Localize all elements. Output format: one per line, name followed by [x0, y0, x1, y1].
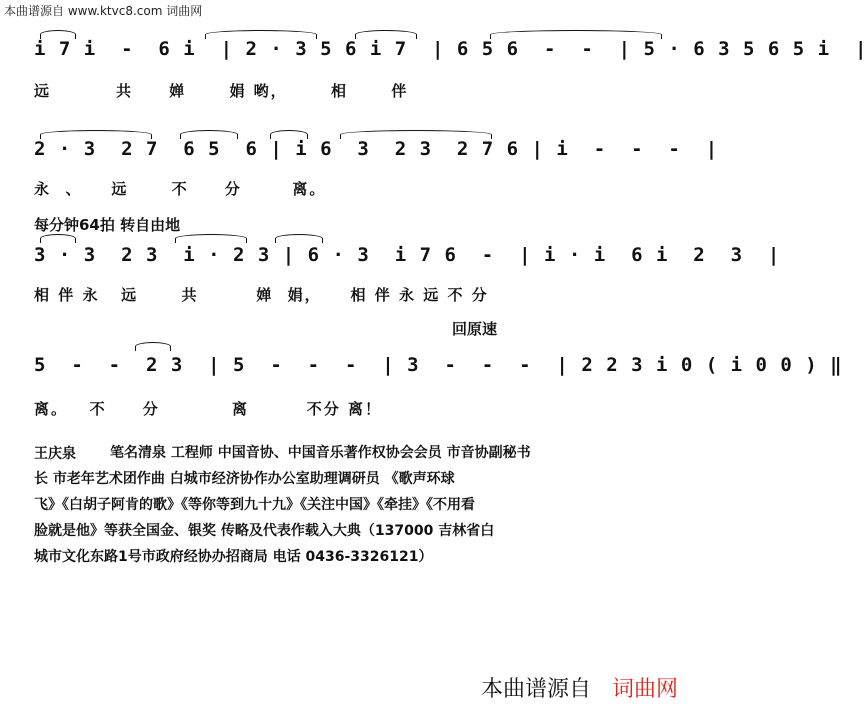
watermark-left: 本曲谱源自 [480, 677, 591, 702]
lyrics-line: 相 伴 永 远 共 婵 娟， 相 伴 永 远 不 分 [34, 286, 489, 304]
bottom-watermark [467, 672, 678, 703]
composer-name: 王庆泉 [34, 446, 76, 462]
slur [40, 234, 76, 243]
bio-line: 脸就是他》等获全国金、银奖 传略及代表作载入大典（137000 吉林省白 [34, 523, 495, 539]
tempo-marking: 回原速 [452, 320, 498, 338]
notation-line: 3 · 3 2 3 i · 2 3 | 6 · 3 i 7 6 - | i · i 6 i 2 3 | [34, 244, 781, 266]
top-watermark: 本曲谱源自 www.ktvc8.com 词曲网 [4, 4, 203, 18]
lyrics-line: 远 共 婵 娟 哟， 相 伴 [34, 82, 409, 100]
bio-line: 飞》《白胡子阿肯的歌》《等你等到九十九》《关注中国》《牵挂》《不用看 [34, 497, 475, 513]
notation-line: 5 - - 2 3 | 5 - - - | 3 - - - | 2 2 3 i 0 ( i 0 0 ) ‖ [34, 354, 843, 376]
tempo-marking: 每分钟64拍 转自由地 [34, 216, 181, 234]
bio-line: 笔名清泉 工程师 中国音协、中国音乐著作权协会会员 市音协副秘书 [110, 445, 531, 461]
notation-line: i 7 i - 6 i | 2 · 3 5 6 i 7 | 6 5 6 - - | 5 · 6 3 5 6 5 i | [34, 38, 867, 60]
slur [135, 342, 171, 351]
lyrics-line: 永 、 远 不 分 离。 [34, 180, 327, 198]
slur [175, 234, 247, 243]
lyrics-line: 离。 不 分 离 不分 离！ [34, 400, 382, 418]
bio-line: 城市文化东路1号市政府经协办招商局 电话 0436-3326121） [34, 549, 433, 565]
watermark-right: 词曲网 [611, 677, 678, 702]
bio-line: 长 市老年艺术团作曲 白城市经济协作办公室助理调研员 《歌声环球 [34, 471, 455, 487]
notation-line: 2 · 3 2 7 6 5 6 | i 6 3 2 3 2 7 6 | i - - - | [34, 138, 719, 160]
slur [275, 234, 323, 243]
